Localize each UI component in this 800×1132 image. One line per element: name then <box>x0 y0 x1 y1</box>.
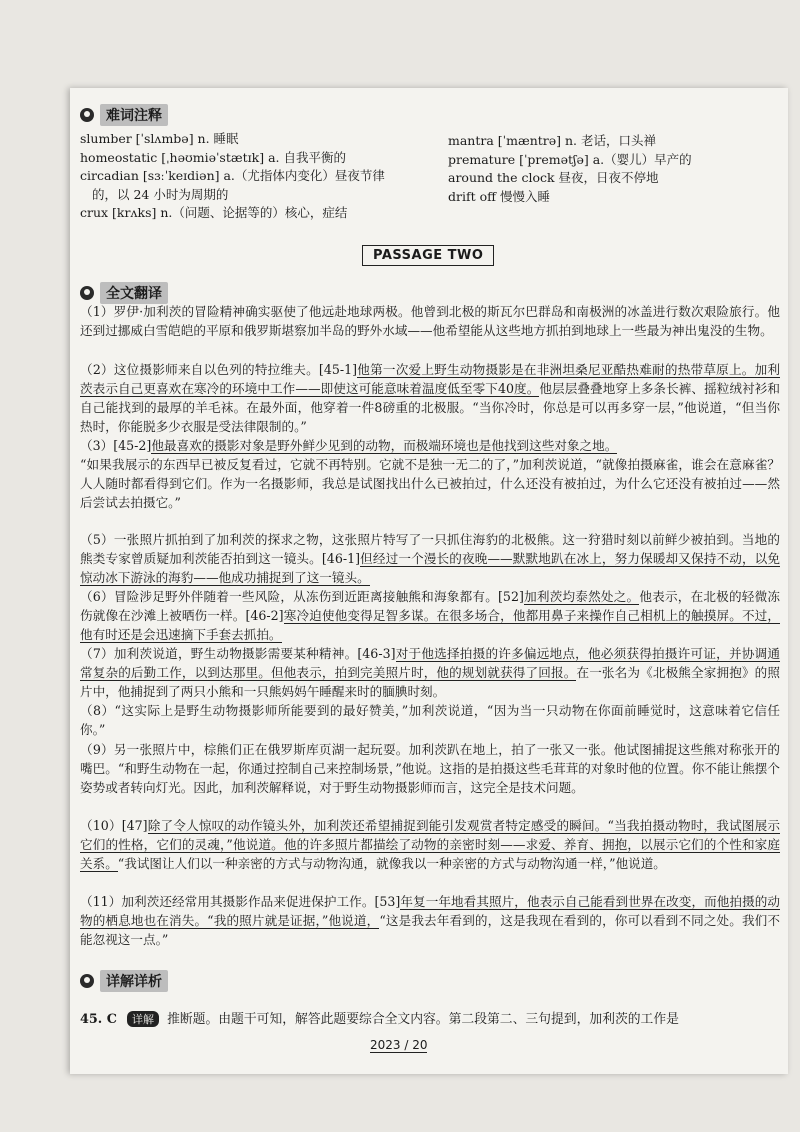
paragraph-2: （2）这位摄影师来自以色列的特拉维夫。[45-1]他第一次爱上野生动物摄影是在非洲坦桑尼亚酷热难耐的热带草原上。加利茨表示自己更喜欢在寒冷的环境中工作——即使这可能意味着温度低至零下40度。他层层叠叠地穿上多条长裤、摇粒绒衬衫和自己能找到的最厚的羊毛袜。在最外面，他穿着一件8磅重的北极服。“当你冷时，你总是可以再多穿一层，”他说道，“但当你热时，你能脱多少衣服是受法律限制的。” <box>80 362 781 434</box>
paragraph-3: （3）[45-2]他最喜欢的摄影对象是野外鲜少见到的动物，而极端环境也是他找到这些对象之地。 <box>80 438 618 453</box>
paragraph-9: （9）另一张照片中，棕熊们正在俄罗斯库页湖一起玩耍。加利茨趴在地上，拍了一张又一张。他试图捕捉这些熊对称张开的嘴巴。“和野生动物在一起，你通过控制自己来控制场景，”他说。这指的是拍摄这些毛茸茸的对象时他的位置。你不能让熊摆个姿势或者转向灯光。因此，加利茨解释说，对于野生动物摄影师而言，这完全是技术问题。 <box>80 742 780 795</box>
paragraph-11: （11）加利茨还经常用其摄影作品来促进保护工作。[53]年复一年地看其照片，他表示自己能看到世界在改变，而他拍摄的动物的栖息地也在消失。“我的照片就是证据，”他说道，“这是我去年看到的，这是我现在看到的，你可以看到不同之处。我们不能忽视这一点。” <box>80 894 780 947</box>
page-number: 2023 / 20 <box>370 1038 428 1052</box>
vocab-entry: around the clock 昼夜，日夜不停地 <box>448 170 659 185</box>
translation-heading: 全文翻译 <box>80 282 168 304</box>
answer-line <box>80 1008 780 1027</box>
bullet-icon <box>80 108 94 122</box>
paragraph-7: （7）加利茨说道，野生动物摄影需要某种精神。[46-3]对于他选择拍摄的许多偏远地点，他必须获得拍摄许可证，并协调通常复杂的后勤工作，以到达那里。但他表示，拍到完美照片时，他的规划就获得了回报。在一张名为《北极熊全家拥抱》的照片中，他捕捉到了两只小熊和一只熊妈妈午睡醒来时的腼腆时刻。 <box>80 646 781 699</box>
paragraph-8: （8）“这实际上是野生动物摄影师所能要到的最好赞美，”加利茨说道，“因为当一只动物在你面前睡觉时，这意味着它信任你。” <box>80 703 780 737</box>
vocab-entry: 的，以 24 小时为周期的 <box>92 186 229 202</box>
answer-tag: 详解 <box>127 1011 159 1027</box>
vocab-entry: mantra [ˈmæntrə] n. 老话，口头禅 <box>448 133 656 148</box>
answer-number: 45. C <box>80 1012 117 1027</box>
vocab-entry: slumber [ˈslʌmbə] n. 睡眠 <box>80 131 239 146</box>
paragraph-6: （6）冒险涉足野外伴随着一些风险，从冻伤到近距离接触熊和海象都有。[52]加利茨均泰然处之。他表示，在北极的轻微冻伤就像在沙滩上被晒伤一样。[46-2]寒冷迫使他变得足智多谋。在很多场合，他都用鼻子来操作自己相机上的触摸屏。不过，他有时还是会迅速摘下手套去抓拍。 <box>80 589 781 642</box>
vocab-heading: 难词注释 <box>80 104 168 126</box>
vocab-entry: drift off 慢慢入睡 <box>448 188 550 204</box>
vocab-entry: homeostatic [ˌhəʊmiəˈstætɪk] a. 自我平衡的 <box>80 149 346 165</box>
vocab-entry: crux [krʌks] n.（问题、论据等的）核心，症结 <box>80 205 348 220</box>
paragraph-4: “如果我展示的东西早已被反复看过，它就不再特别。它就不是独一无二的了，”加利茨说道，“就像拍摄麻雀，谁会在意麻雀？人人随时都看得到它们。作为一名摄影师，我总是试图找出什么已被拍过，什么还没有被拍过，为什么它还没有被拍过——然后尝试去拍摄它。” <box>80 457 780 510</box>
bullet-icon <box>80 286 94 300</box>
vocab-left <box>80 130 385 223</box>
paragraph-1: （1）罗伊·加利茨的冒险精神确实驱使了他远赴地球两极。他曾到北极的斯瓦尔巴群岛和南极洲的冰盖进行数次艰险旅行。他还到过挪威白雪皑皑的平原和俄罗斯堪察加半岛的野外水域——他希望能从这些地方抓拍到地球上一些最为神出鬼没的生物。 <box>80 304 780 338</box>
vocab-right <box>448 132 692 206</box>
passage-title: PASSAGE TWO <box>362 245 494 266</box>
document-page <box>70 88 788 1074</box>
vocab-entry: circadian [sɜːˈkeɪdiən] a.（尤指体内变化）昼夜节律 <box>80 168 385 183</box>
paragraph-10: （10）[47]除了令人惊叹的动作镜头外，加利茨还希望捕捉到能引发观赏者特定感受的瞬间。“当我拍摄动物时，我试图展示它们的性格，它们的灵魂，”他说道。他的许多照片都描绘了动物的亲密时刻——求爱、养育、拥抱，以展示它们的个性和家庭关系。“我试图让人们以一种亲密的方式与动物沟通，就像我以一种亲密的方式与动物沟通一样，”他说道。 <box>80 818 780 871</box>
bullet-icon <box>80 974 94 988</box>
vocab-entry: premature [ˈpremətʃə] a.（婴儿）早产的 <box>448 151 692 167</box>
answer-text: 推断题。由题干可知，解答此题要综合全文内容。第二段第二、三句提到，加利茨的工作是 <box>167 1012 679 1027</box>
analysis-heading: 详解详析 <box>80 970 168 992</box>
paragraph-5: （5）一张照片抓拍到了加利茨的探求之物，这张照片特写了一只抓住海豹的北极熊。这一狩猎时刻以前鲜少被拍到。当地的熊类专家曾质疑加利茨能否拍到这一镜头。[46-1]但经过一个漫长的夜晚——默默地趴在冰上，努力保暖却又保持不动，以免惊动冰下游泳的海豹——他成功捕捉到了这一镜头。 <box>80 532 781 585</box>
